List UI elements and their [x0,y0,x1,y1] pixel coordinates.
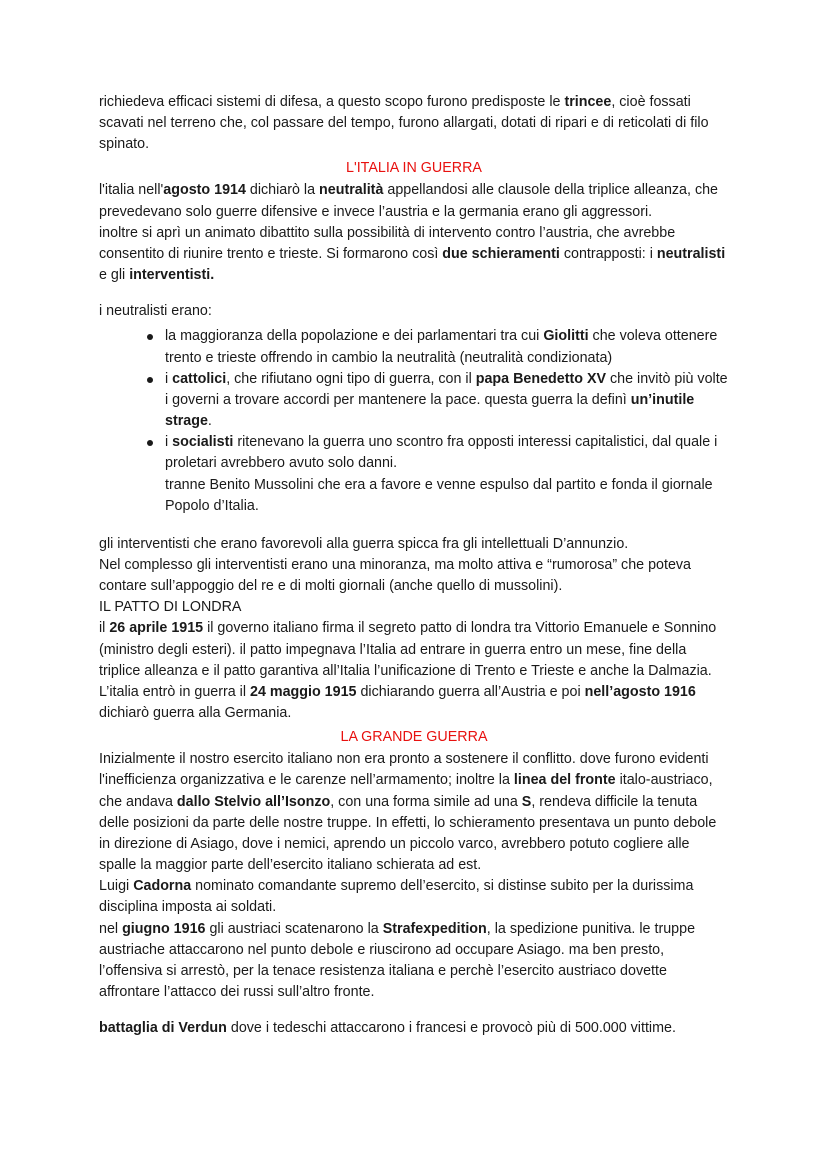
paragraph-neutralita: l'italia nell'agosto 1914 dichiarò la neutralità appellandosi alle clausole della triplice alleanza, che prevedevano solo guerre difensive e invece l’austria e la germania erano gli aggressori. [99,182,719,220]
paragraph-interventisti: gli interventisti che erano favorevoli alla guerra spicca fra gli intellettuali D’annunzio. [99,535,629,552]
paragraph-patto-londra: il 26 aprile 1915 il governo italiano firma il segreto patto di londra tra Vittorio Emanuele e Sonnino (ministro degli esteri). il patto impegnava l’Italia ad entrare in guerra entro un mese, fine della triplice alleanza e il patto garantiva all’Italia l’unificazione di Trento e Trieste e anche la Dalmazia. [99,620,717,679]
paragraph-minoranza: Nel complesso gli interventisti erano una minoranza, ma molto attiva e “rumorosa” che poteva contare sull’appoggio del re e di molti giornali (anche quello di mussolini). [99,556,692,595]
spacer [99,286,729,301]
paragraph-esercito-italiano: Inizialmente il nostro esercito italiano non era pronto a sostenere il conflitto. dove furono evidenti l'inefficienza organizzativa e le carenze nell’armamento; inoltre la linea del fronte italo-austriaco, che andava dallo Stelvio all’Isonzo, con una forma simile ad una S, rendeva difficile la tenuta delle posizioni da parte delle nostre truppe. In effetti, lo schieramento presentava un punto debole in direzione di Asiago, dove i nemici, aprendo un piccolo varco, avrebbero potuto cogliere alle spalle la maggior parte dell’esercito italiano schierata ad est. [99,751,717,874]
paragraph-dibattito: inoltre si aprì un animato dibattito sulla possibilità di intervento contro l’austria, che avrebbe consentito di riunire trento e trieste. Si formarono così due schieramenti contrapposti: i neutralisti e gli interventisti. [99,224,726,284]
paragraph-neutralisti-intro: i neutralisti erano: [99,303,212,320]
paragraph-intro: richiedeva efficaci sistemi di difesa, a questo scopo furono predisposte le trincee, cioè fossati scavati nel terreno che, col passare del tempo, furono allargati, dotati di ripari e di reticolati di filo spinato. [99,94,709,153]
list-item: i socialisti ritenevano la guerra uno scontro fra opposti interessi capitalistici, dal quale i proletari avrebbero avuto solo danni. tranne Benito Mussolini che era a favore e venne espulso dal partito e fonda il giornale Popolo d’Italia. [147,432,729,517]
heading-patto-di-londra: IL PATTO DI LONDRA [99,599,242,616]
paragraph-entrata-in-guerra: L’italia entrò in guerra il 24 maggio 1915 dichiarando guerra all’Austria e poi nell’agosto 1916 dichiarò guerra alla Germania. [99,683,696,722]
paragraph-verdun: battaglia di Verdun dove i tedeschi attaccarono i francesi e provocò più di 500.000 vittime. [99,1020,676,1037]
section-heading-la-grande-guerra: LA GRANDE GUERRA [340,729,488,746]
document-body [99,92,729,1039]
spacer [99,1003,729,1018]
paragraph-cadorna: Luigi Cadorna nominato comandante supremo dell’esercito, si distinse subito per la durissima disciplina imposta ai soldati. [99,878,694,916]
neutralisti-list [99,326,729,516]
list-item: la maggioranza della popolazione e dei parlamentari tra cui Giolitti che voleva ottenere trento e trieste offrendo in cambio la neutralità (neutralità condizionata) [147,326,729,368]
paragraph-strafexpedition: nel giugno 1916 gli austriaci scatenarono la Strafexpedition, la spedizione punitiva. le truppe austriache attaccarono nel punto debole e riuscirono ad occupare Asiago. ma ben presto, l’offensiva si arrestò, per la tenace resistenza italiana e perchè l’esercito austriaco dovette affrontare l’attacco dei russi sull’altro fronte. [99,920,696,1000]
list-item: i cattolici, che rifiutano ogni tipo di guerra, con il papa Benedetto XV che invitò più volte i governi a trovare accordi per mantenere la pace. questa guerra la definì un’inutile strage. [147,369,729,432]
section-heading-italia-in-guerra: L'ITALIA IN GUERRA [346,160,482,177]
spacer [99,517,729,534]
